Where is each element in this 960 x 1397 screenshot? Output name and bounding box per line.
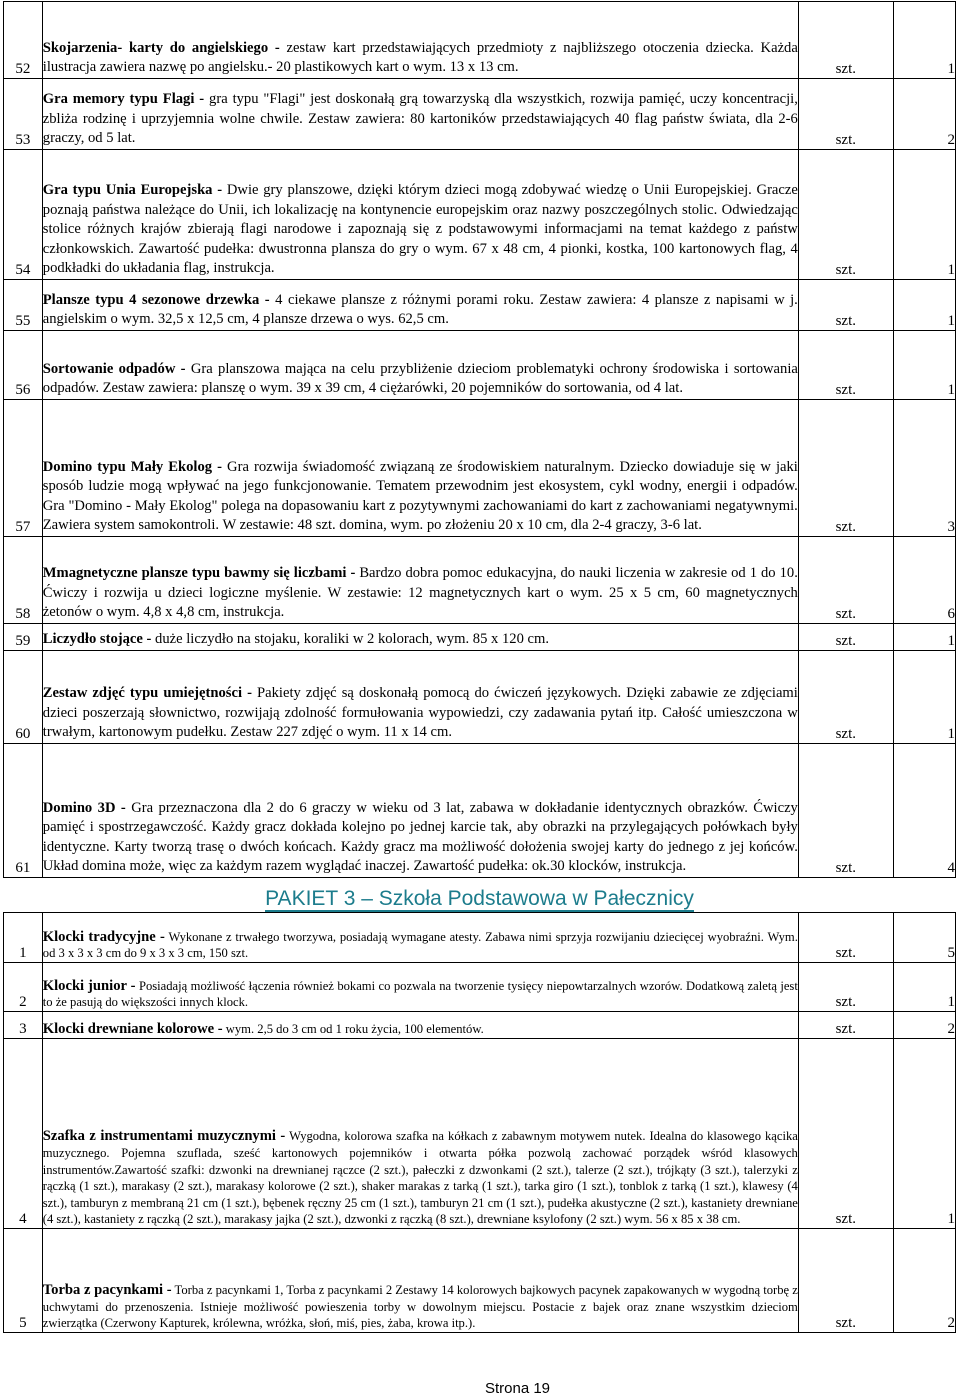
table-row: [4, 2, 956, 79]
item-title: Skojarzenia- karty do angielskiego -: [42, 39, 280, 56]
table-row: [4, 79, 956, 150]
page-footer: Strona 19: [484, 1380, 551, 1397]
item-description: Gra planszowa mająca na celu przybliżenie dzieciom problematyki ochrony środowiska i sortowania odpadów. Zestaw zawiera: planszę o wym. 39 x 39 cm, 4 ciężarówki, 20 pojemników do sortowania, od 4 lat.: [42, 360, 798, 397]
row-number: 58: [4, 537, 43, 624]
unit-cell: szt.: [798, 963, 893, 1012]
table-row: [4, 963, 956, 1012]
unit-cell: szt.: [798, 1012, 893, 1039]
table-row: [4, 150, 956, 280]
unit-cell: szt.: [798, 624, 893, 651]
quantity-cell: 1: [893, 1039, 955, 1229]
row-number: 53: [4, 79, 43, 150]
quantity-cell: 1: [893, 150, 955, 280]
quantity-cell: 1: [893, 280, 955, 331]
item-title: Gra typu Unia Europejska -: [42, 182, 223, 199]
table-row: [4, 744, 956, 878]
item-description: Gra przeznaczona dla 2 do 6 graczy w wieku od 3 lat, zabawa w dokładanie identycznych obrazków. Ćwiczy pamięć i spostrzegawczość. Każdy gracz dokłada kolejno po jednej karcie tak, aby obrazki na przylegających połówkach były identyczne. Karty tworzą trasę o dwóch końcach. Każdy gracz ma możliwość dołożenia swojej karty do jednego z jej końców. Układ domina może, więc za każdym razem wyglądać inaczej. Zawartość pudełka: ok.30 klocków, instrukcja.: [42, 799, 798, 875]
unit-cell: szt.: [798, 537, 893, 624]
item-title: Liczydło stojące -: [42, 631, 152, 648]
row-number: 5: [4, 1229, 43, 1333]
unit-cell: szt.: [798, 744, 893, 878]
section-heading: PAKIET 3 – Szkoła Podstawowa w Pałecznicy: [265, 887, 694, 910]
quantity-cell: 1: [893, 2, 955, 79]
unit-cell: szt.: [798, 280, 893, 331]
item-title: Klocki drewniane kolorowe -: [42, 1021, 223, 1038]
row-number: 3: [4, 1012, 43, 1039]
item-title: Gra memory typu Flagi -: [42, 91, 205, 108]
unit-cell: szt.: [798, 913, 893, 963]
unit-cell: szt.: [798, 400, 893, 537]
item-description: Posiadają możliwość łączenia również bokami co pozwala na tworzenie tysięcy niepowtarzalnych wzorów. Dodatkową zaletą jest to że pasują do większości innych klock.: [42, 978, 798, 1010]
unit-cell: szt.: [798, 1229, 893, 1333]
unit-cell: szt.: [798, 150, 893, 280]
table-row: [4, 537, 956, 624]
row-number: 2: [4, 963, 43, 1012]
item-description: Dwie gry planszowe, dzięki którym dzieci mogą zdobywać wiedzę o Unii Europejskiej. Gracze poznają państwa należące do Unii, ich lokalizację na kontynencie europejskim oraz nazwy poszczególnych stolic. Odwiedzając stolice różnych krajów zbierają flagi narodowe i zapoznają się z podstawowymi informacjami na temat każdego z państw członkowskich. Zawartość pudełka: dwustronna plansza do gry o wym. 67 x 48 cm, 4 pionki, kostka, 100 kartonowych flag, 4 podkładki do układania flag, instrukcja.: [42, 182, 798, 277]
item-title: Klocki tradycyjne -: [42, 928, 165, 945]
item-description: 4 ciekawe plansze z różnymi porami roku. Zestaw zawiera: 4 plansze z napisami w j. angielskim o wym. 32,5 x 12,5 cm, 4 plansze drzewa o wys. 62,5 cm.: [42, 291, 798, 328]
items-table-b: [3, 912, 956, 1333]
unit-cell: szt.: [798, 79, 893, 150]
item-description: Torba z pacynkami 1, Torba z pacynkami 2 Zestawy 14 kolorowych bajkowych pacynek zapakowanych w wygodną torbę z uchwytami do przenoszenia. Istnieje możliwość powieszenia torby w dowolnym miejscu. Postacie z bajek oraz znane wszystkim dzieciom zwierzątka (Czerwony Kapturek, królewna, wróżka, słoń, miś, pies, żaba, krowa itp.).: [42, 1283, 798, 1331]
table-row: [4, 1012, 956, 1039]
table-row: [4, 280, 956, 331]
item-title: Szafka z instrumentami muzycznymi -: [42, 1128, 286, 1145]
item-title: Plansze typu 4 sezonowe drzewka -: [42, 291, 270, 308]
unit-cell: szt.: [798, 331, 893, 400]
item-description: Pakiety zdjęć są doskonałą pomocą do ćwiczeń językowych. Dzięki zabawie ze zdjęciami dzieci poszerzają słownictwo, rozwijają zdolność formułowania wypowiedzi, czy zadawania pytań itp. Całość umieszczona w trwałym, kartonowym pudełku. Zestaw 227 zdjęć o wym. 11 x 14 cm.: [42, 685, 798, 741]
item-title: Zestaw zdjęć typu umiejętności -: [42, 685, 252, 702]
item-title: Klocki junior -: [42, 977, 136, 994]
row-number: 4: [4, 1039, 43, 1229]
table-row: [4, 400, 956, 537]
quantity-cell: 1: [893, 331, 955, 400]
row-number: 55: [4, 280, 43, 331]
unit-cell: szt.: [798, 2, 893, 79]
quantity-cell: 4: [893, 744, 955, 878]
quantity-cell: 1: [893, 963, 955, 1012]
row-number: 60: [4, 651, 43, 744]
item-description: gra typu "Flagi" jest doskonałą grą towarzyską dla wszystkich, rozwija pamięć, uczy koncentracji, zbliża rodzinę i uprzyjemnia wolne chwile. Zestaw zawiera: 80 kartoników przedstawiających 40 flag państw świata, dla 2-6 graczy, od 5 lat.: [42, 91, 798, 147]
table-row: [4, 1039, 956, 1229]
item-description: zestaw kart przedstawiających przedmioty z najbliższego otoczenia dziecka. Każda ilustracja zawiera nazwę po angielsku.- 20 plastikowych kart o wym. 13 x 13 cm.: [42, 39, 798, 76]
item-title: Mmagnetyczne plansze typu bawmy się liczbami -: [42, 565, 356, 582]
table-row: [4, 1229, 956, 1333]
items-table-a: [3, 1, 956, 878]
item-title: Sortowanie odpadów -: [42, 360, 186, 377]
item-title: Domino 3D -: [42, 799, 126, 816]
table-row: [4, 624, 956, 651]
table-row: [4, 913, 956, 963]
row-number: 52: [4, 2, 43, 79]
table-row: [4, 331, 956, 400]
quantity-cell: 2: [893, 1229, 955, 1333]
row-number: 61: [4, 744, 43, 878]
quantity-cell: 2: [893, 79, 955, 150]
quantity-cell: 1: [893, 624, 955, 651]
table-row: [4, 651, 956, 744]
item-title: Torba z pacynkami -: [42, 1282, 172, 1299]
quantity-cell: 1: [893, 651, 955, 744]
quantity-cell: 6: [893, 537, 955, 624]
row-number: 59: [4, 624, 43, 651]
row-number: 57: [4, 400, 43, 537]
row-number: 1: [4, 913, 43, 963]
item-description: wym. 2,5 do 3 cm od 1 roku życia, 100 elementów.: [225, 1022, 484, 1037]
item-description: duże liczydło na stojaku, koraliki w 2 kolorach, wym. 85 x 120 cm.: [155, 631, 549, 648]
unit-cell: szt.: [798, 1039, 893, 1229]
item-description: Wykonane z trwałego tworzywa, posiadają wymagane atesty. Zabawa nimi sprzyja rozwijaniu dziecięcej wyobraźni. Wym. od 3 x 3 x 3 cm do 9 x 3 x 3 cm, 150 szt.: [42, 929, 798, 961]
quantity-cell: 3: [893, 400, 955, 537]
row-number: 56: [4, 331, 43, 400]
unit-cell: szt.: [798, 651, 893, 744]
item-title: Domino typu Mały Ekolog -: [42, 458, 222, 475]
row-number: 54: [4, 150, 43, 280]
quantity-cell: 5: [893, 913, 955, 963]
item-description: Gra rozwija świadomość związaną ze środowiskiem naturalnym. Dziecko dowiaduje się w jaki sposób ludzie mogą wpływać na jego funkcjonowanie. Tematem przewodnim jest ekosystem, cykl wodny, energii i odpadów. Gra "Domino - Mały Ekolog" polega na dopasowaniu kart z pozytywnymi zachowaniami do kart z zachowaniami negatywnymi. Zawiera system samokontroli. W zestawie: 48 szt. domina, wym. po złożeniu 20 x 10 cm, dla 2-4 graczy, 3-6 lat.: [42, 458, 798, 534]
item-description: Wygodna, kolorowa szafka na kółkach z zabawnym motywem nutek. Idealna do klasowego kącika muzycznego. Pojemna szuflada, sześć kartonowych pojemników i otwarta półka pozwolą zachować porządek wśród klasowych instrumentów.Zawartość szafki: dzwonki na drewnianej rączce (2 szt.), pałeczki z dzwonkami (2 szt.), talerze (2 szt.), trójkąty (3 szt.), talerzyki z rączką (1 szt.), marakasy (2 szt.), marakasy kolorowe (2 szt.), shaker marakas z tarką (1 szt.), tarka giro (1 szt.), tonblok z tarką (1 szt.), klawesy (4 szt.), tamburyn z membraną 21 cm (1 szt.), bębenek ręczny 25 cm (1 szt.), tamburyn 21 cm (1 szt.), pudełka akustyczne (2 szt.), kastaniety drewniane (4 szt.), kastaniety z rączką (2 szt.), marakasy jajka (2 szt.), dzwonki z rączką (8 szt.), drewniane ksylofony (2 szt.) wym. 56 x 85 x 38 cm.: [42, 1129, 798, 1227]
quantity-cell: 2: [893, 1012, 955, 1039]
item-description: Bardzo dobra pomoc edukacyjna, do nauki liczenia w zakresie od 1 do 10. Ćwiczy i rozwija u dzieci logiczne myślenie. W zestawie: 12 magnetycznych kart o wym. 25 x 5 cm, 60 magnetycznych żetonów o wym. 4,8 x 4,8 cm, instrukcja.: [42, 565, 798, 621]
